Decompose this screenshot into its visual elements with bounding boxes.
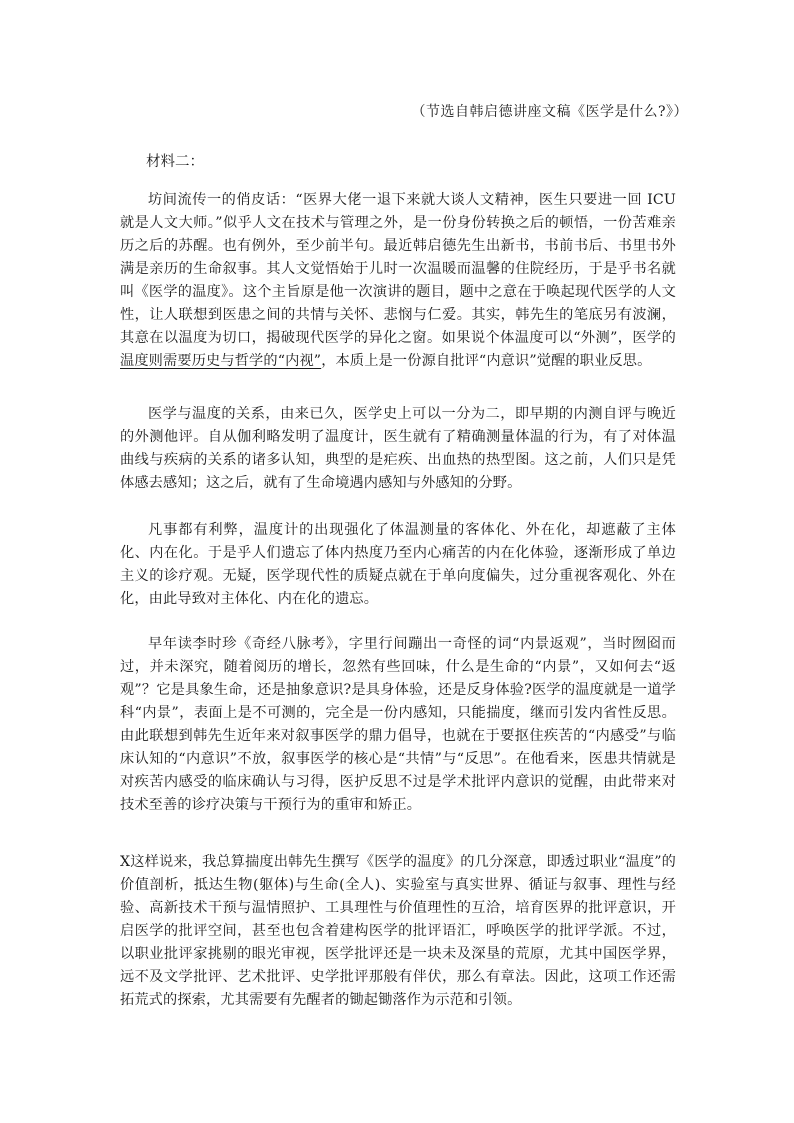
paragraph-1-tail: ，本质上是一份源自批评“内意识”觉醒的职业反思。: [321, 353, 652, 369]
paragraph-5: Ⅹ这样说来，我总算揣度出韩先生撰写《医学的温度》的几分深意，即透过职业“温度”的价值剖析，抵达生物(躯体)与生命(全人)、实验室与真实世界、循证与叙事、理性与经验、高新技术干预与温情照护、工具理性与价值理性的互洽，培育医界的批评意识，开启医学的批评空间，甚至也包含着建构医学的批评语汇，呼唤医学的批评学派。不过，以职业批评家挑剔的眼光审视，医学批评还是一块未及深垦的荒原，尤其中国医学界，远不及文学批评、艺术批评、史学批评那般有伴伏，那么有章法。因此，这项工作还需拓荒式的探索，尤其需要有先醒者的锄起锄落作为示范和引领。: [120, 854, 676, 1008]
paragraph-1: [120, 189, 676, 373]
paragraph-4: 早年读李时珍《奇经八脉考》，字里行间蹦出一奇怪的词“内景返观”，当时囫囵而过，并未深究，随着阅历的增长，忽然有些回味，什么是生命的“内景”，又如何去“返观”？它是具象生命，还是抽象意识?是具身体验，还是反身体验?医学的温度就是一道学科“内景”，表面上是不可测的，完全是一份内感知，只能揣度，继而引发内省性反思。由此联想到韩先生近年来对叙事医学的鼎力倡导，也就在于要抠住疾苦的“内感受”与临床认知的“内意识”不放，叙事医学的核心是“共情”与“反思”。在他看来，医患共情就是对疾苦内感受的临床确认与习得，医护反思不过是学术批评内意识的觉醒，由此带来对技术至善的诊疗决策与干预行为的重审和矫正。: [120, 636, 676, 813]
paragraph-1-text: 坊间流传一的俏皮话：“医界大佬一退下来就大谈人文精神，医生只要进一回 ICU 就是人文大师。”似乎人文在技术与管理之外，是一份身份转换之后的顿悟，一份苦难亲历之后的苏醒。也有例外，至少前半句。最近韩启德先生出新书，书前书后、书里书外满是亲历的生命叙事。其人文觉悟始于儿时一次温暖而温馨的住院经历，于是乎书名就叫《医学的温度》。这个主旨原是他一次演讲的题目，题中之意在于唤起现代医学的人文性，让人联想到医患之间的共情与关怀、悲悯与仁爱。其实，韩先生的笔底另有波澜，其意在以温度为切口，揭破现代医学的异化之窗。如果说个体温度可以“外测”，医学的: [120, 192, 676, 346]
paragraph-2: 医学与温度的关系，由来已久，医学史上可以一分为二，即早期的内测自评与晚近的外测他评。自从伽利略发明了温度计，医生就有了精确测量体温的行为，有了对体温曲线与疾病的关系的诸多认知，典型的是疟疾、出血热的热型图。这之前，人们只是凭体感去感知；这之后，就有了生命境遇内感知与外感知的分野。: [120, 406, 676, 491]
paragraph-3: 凡事都有利弊，温度计的出现强化了体温测量的客体化、外在化，却遮蔽了主体化、内在化。于是乎人们遗忘了体内热度乃至内心痛苦的内在化体验，逐渐形成了单边主义的诊疗观。无疑，医学现代性的质疑点就在于单向度偏失，过分重视客观化、外在化，由此导致对主体化、内在化的遗忘。: [120, 522, 676, 607]
underlined-phrase: 温度则需要历史与哲学的“内视”: [120, 353, 322, 369]
source-note: （节选自韩启德讲座文稿《医学是什么?》）: [411, 104, 688, 120]
section-heading: 材料二：: [146, 154, 204, 170]
